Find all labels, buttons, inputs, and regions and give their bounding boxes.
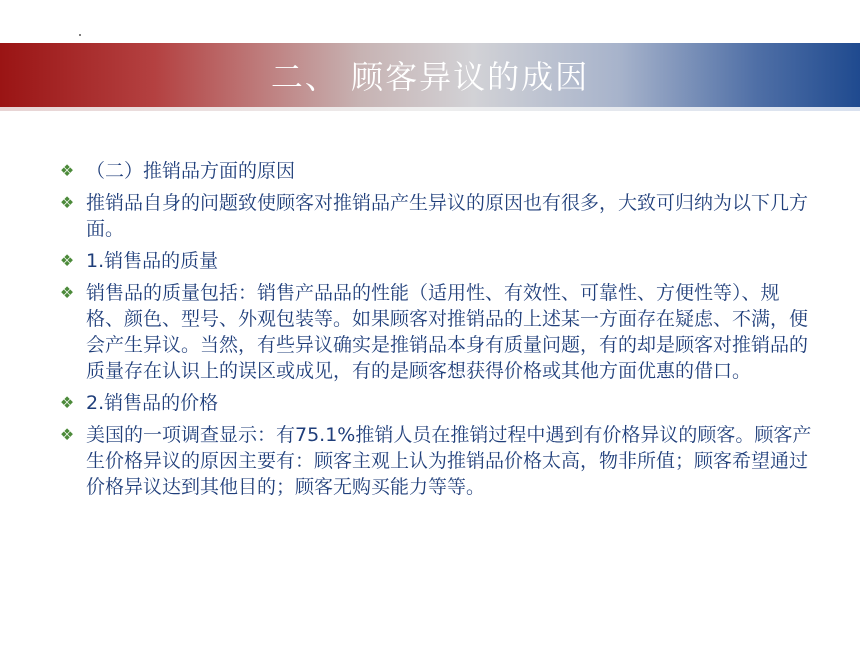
- list-item-text: 1.销售品的质量: [86, 250, 219, 272]
- list-item-text: 销售品的质量包括：销售产品品的性能（适用性、有效性、可靠性、方便性等）、规格、颜色、型号、外观包装等。如果顾客对推销品的上述某一方面存在疑虑、不满，便会产生异议。当然，有些异议确实是推销品本身有质量问题，有的却是顾客对推销品的质量存在认识上的误区或成见，有的是顾客想获得价格或其他方面优惠的借口。: [86, 282, 809, 382]
- list-item-text: 美国的一项调查显示：有75.1%推销人员在推销过程中遇到有价格异议的顾客。顾客产生价格异议的原因主要有：顾客主观上认为推销品价格太高，物非所值；顾客希望通过价格异议达到其他目的；顾客无购买能力等等。: [86, 424, 812, 498]
- bullet-list: [56, 158, 816, 506]
- diamond-four-bullet-icon: ❖: [59, 425, 75, 444]
- list-item: [56, 248, 816, 274]
- diamond-four-bullet-icon: ❖: [59, 251, 75, 270]
- list-item-text: 推销品自身的问题致使顾客对推销品产生异议的原因也有很多，大致可归纳为以下几方面。: [86, 192, 809, 240]
- list-item: [56, 190, 816, 242]
- list-item: [56, 280, 816, 384]
- list-item: [56, 422, 816, 500]
- list-item: [56, 390, 816, 416]
- diamond-four-bullet-icon: ❖: [59, 193, 75, 212]
- list-item-text: （二）推销品方面的原因: [86, 160, 296, 182]
- diamond-four-bullet-icon: ❖: [59, 161, 75, 180]
- diamond-four-bullet-icon: ❖: [59, 283, 75, 302]
- title-underline: [0, 107, 860, 111]
- list-item: [56, 158, 816, 184]
- decorative-dot: [79, 34, 81, 36]
- slide-title: 二、 顾客异议的成因: [270, 58, 590, 96]
- list-item-text: 2.销售品的价格: [86, 392, 219, 414]
- diamond-four-bullet-icon: ❖: [59, 393, 75, 412]
